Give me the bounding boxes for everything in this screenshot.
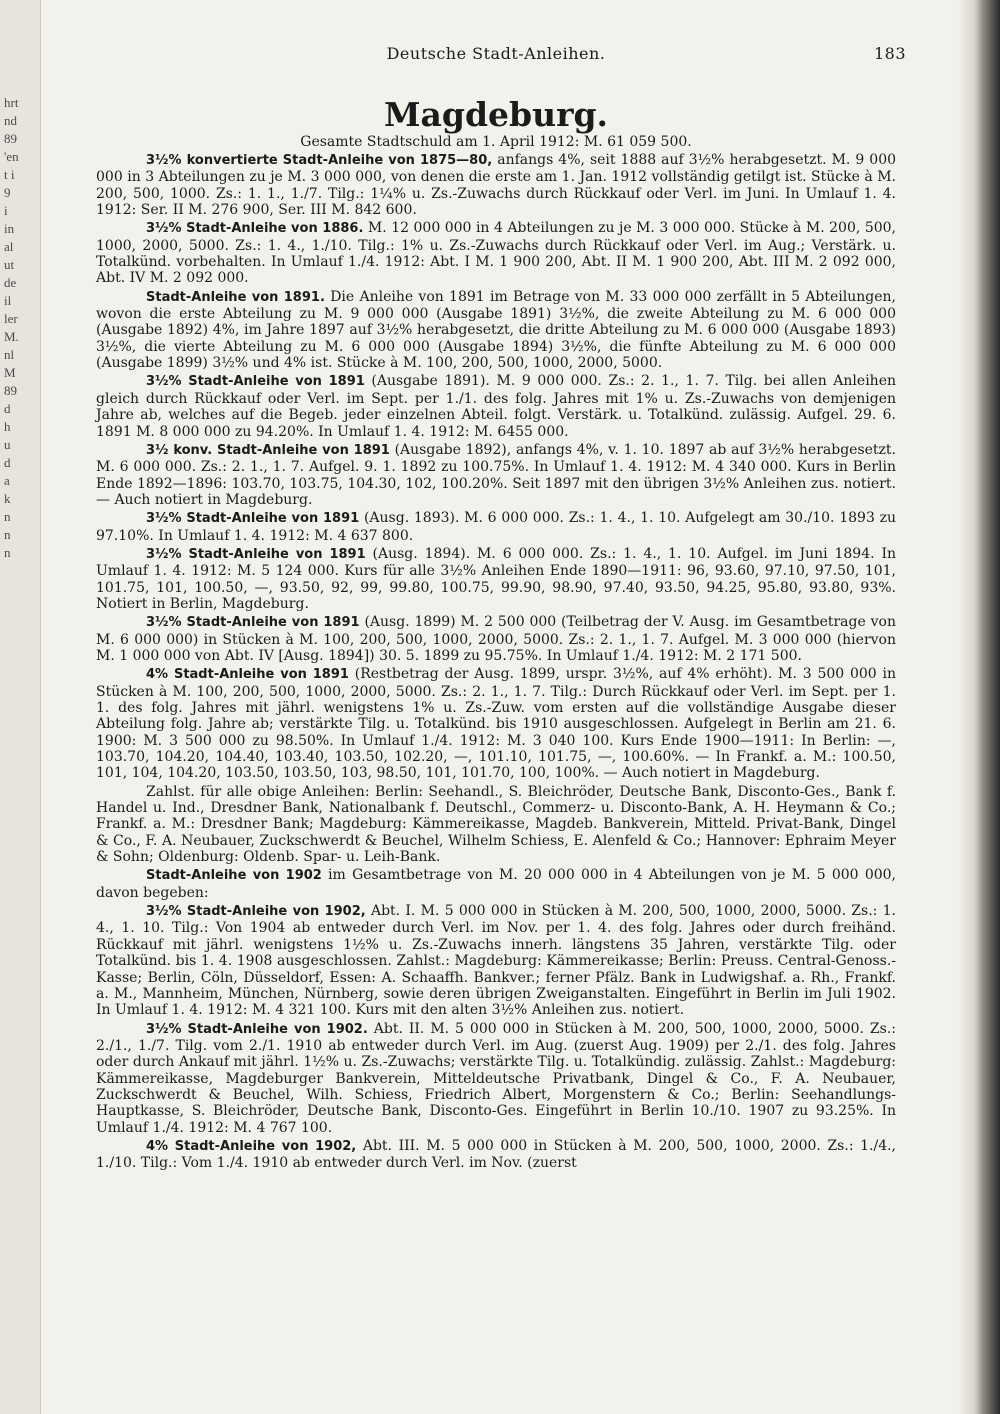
loan-entry (96, 546, 896, 612)
loan-entry-heading: 4% Stadt-Anleihe von 1902, (146, 1138, 357, 1154)
margin-fragment: h (4, 419, 11, 434)
loan-entry (96, 1021, 896, 1136)
page-binding-shadow (958, 0, 1000, 1414)
loan-entry-text: Abt. II. M. 5 000 000 in Stücken à M. 200, 500, 1000, 2000, 5000. Zs.: 2./1., 1./7. Tilg. vom 2./1. 1910 ab entweder durch Verl. im Aug. (zuerst Aug. 1909) per 2./1. des folg. Jahres oder durch Ankauf mit jährl. 1½% u. Zs.-Zuwachs; verstärkte Tilg. u. Totalkündig. zulässig. Zahlst.: Magdeburg: Kämmereikasse, Magdeburger Bankverein, Mitteldeutsche Privatbank, Dingel & Co., F. A. Neubauer, Zuckschwerdt & Beuchel, Wilh. Schiess, Friedrich Albert, Morgenstern & Co.; Berlin: Seehandlungs-Hauptkasse, S. Bleichröder, Deutsche Bank, Disconto-Ges. Eingeführt in Berlin 10./10. 1907 zu 93.25%. In Umlauf 1./4. 1912: M. 4 767 100. (96, 1020, 896, 1136)
margin-fragment: n (4, 545, 11, 560)
loan-entry-text: (Ausg. 1899) M. 2 500 000 (Teilbetrag der V. Ausg. im Gesamtbetrage von M. 6 000 000) in Stücken à M. 100, 200, 500, 1000, 2000, 5000. Zs.: 2. 1., 1. 7. Aufgel. M. 3 000 000 (hiervon M. 1 000 000 von Abt. IV [Ausg. 1894]) 30. 5. 1899 zu 95.75%. In Umlauf 1./4. 1912: M. 2 171 500. (96, 614, 896, 664)
loan-entry (96, 784, 896, 866)
loan-entry-heading: 3½% konvertierte Stadt-Anleihe von 1875—80, (146, 153, 493, 168)
page-content (96, 44, 906, 1172)
loan-entry-text: (Ausg. 1894). M. 6 000 000. Zs.: 1. 4., 1. 10. Aufgel. im Juni 1894. In Umlauf 1. 4. 1912: M. 5 124 000. Kurs für alle 3½% Anleihen Ende 1890—1911: 96, 93.60, 97.10, 97.50, 101, 101.75, 101, 100.50, —, 93.50, 92, 99, 99.80, 100.75, 99.90, 98.90, 97.40, 93.50, 94.25, 95.80, 93.80, 93%. Notiert in Berlin, Magdeburg. (96, 545, 896, 612)
loan-entry (96, 152, 896, 218)
margin-fragment: al (4, 239, 14, 254)
loan-entry-text: im Gesamtbetrage von M. 20 000 000 in 4 Abteilungen von je M. 5 000 000, davon begeben: (96, 867, 896, 901)
margin-fragment: t i (4, 167, 15, 182)
loan-entry (96, 220, 896, 286)
margin-fragment: 89 (4, 131, 17, 146)
margin-fragment: i (4, 203, 8, 218)
loan-entry-heading: 3½ konv. Stadt-Anleihe von 1891 (146, 442, 390, 458)
margin-fragment: u (4, 437, 11, 452)
loan-entry (96, 373, 896, 439)
margin-fragment: hrt (4, 95, 19, 110)
loan-entry-text: Abt. III. M. 5 000 000 in Stücken à M. 200, 500, 1000, 2000. Zs.: 1./4., 1./10. Tilg.: Vom 1./4. 1910 ab entweder durch Verl. im Nov. (zuerst (96, 1137, 897, 1172)
loan-entry-heading: 3½% Stadt-Anleihe von 1891 (146, 546, 366, 562)
margin-fragment: M. (4, 329, 19, 344)
loan-entry-text: Abt. I. M. 5 000 000 in Stücken à M. 200, 500, 1000, 2000, 5000. Zs.: 1. 4., 1. 10. Tilg.: Von 1904 ab entweder durch Verl. im Nov. per 1. 4. des folg. Jahres oder durch freihänd. Rückkauf mit jährl. wenigstens 1½% u. Zs.-Zuwachs innerh. längstens 35 Jahren, verstärkte Tilg. oder Totalkünd. bis 1. 4. 1908 ausgeschlossen. Zahlst.: Magdeburg: Kämmereikasse; Berlin: Preuss. Central-Genoss.-Kasse; Berlin, Cöln, Düsseldorf, Essen: A. Schaaffh. Bankver.; ferner Pfälz. Bank in Ludwigshaf. a. Rh., Frankf. a. M., Mannheim, München, Nürnberg, sowie deren übrigen Zweiganstalten. Eingeführt in Berlin im Juli 1902. In Umlauf 1. 4. 1912: M. 4 321 100. Kurs mit den alten 3½% Anleihen zus. notiert. (96, 903, 896, 1019)
loan-entry (96, 510, 896, 544)
margin-fragment: in (4, 221, 15, 236)
loan-entry (96, 614, 896, 664)
loan-entry-heading: 3½% Stadt-Anleihe von 1902, (146, 904, 366, 920)
loan-entry-heading: 3½% Stadt-Anleihe von 1891 (146, 374, 365, 390)
margin-fragment: 'en (4, 149, 19, 164)
margin-fragment: n (4, 527, 11, 542)
margin-fragment: d (4, 455, 11, 470)
margin-fragment: a (4, 473, 10, 488)
page-number: 183 (873, 44, 906, 63)
margin-fragment: n (4, 509, 11, 524)
loan-entry (96, 442, 896, 508)
loan-entry-heading: Stadt-Anleihe von 1891. (146, 289, 325, 305)
margin-fragment: il (4, 293, 12, 308)
margin-fragment: M (4, 365, 16, 380)
loan-entry-text: anfangs 4%, seit 1888 auf 3½% herabgesetzt. M. 9 000 000 in 3 Abteilungen zu je M. 3 000 000, von denen die erste am 1. Jan. 1912 vollständig getilgt ist. Stücke à M. 200, 500, 1000. Zs.: 1. 1., 1./7. Tilg.: 1¼% u. Zs.-Zuwachs durch Rückkauf oder Verl. im Juni. In Umlauf 1. 4. 1912: Ser. II M. 276 900, Ser. III M. 842 600. (96, 152, 897, 219)
running-title: Deutsche Stadt-Anleihen. (386, 44, 606, 63)
loan-entry-text: (Ausg. 1893). M. 6 000 000. Zs.: 1. 4., 1. 10. Aufgelegt am 30./10. 1893 zu 97.10%. In Umlauf 1. 4. 1912: M. 4 637 800. (96, 510, 896, 544)
loan-entry-text: M. 12 000 000 in 4 Abteilungen zu je M. 3 000 000. Stücke à M. 200, 500, 1000, 2000, 5000. Zs.: 1. 4., 1./10. Tilg.: 1% u. Zs.-Zuwachs durch Rückkauf oder Verl. im Aug.; Verstärk. u. Totalkünd. vorbehalten. In Umlauf 1./4. 1912: Abt. I M. 1 900 200, Abt. II M. 1 900 200, Abt. III M. 2 092 000, Abt. IV M. 2 092 000. (96, 220, 896, 287)
margin-fragment: k (4, 491, 11, 506)
margin-fragment: 89 (4, 383, 17, 398)
loan-entry-text: Die Anleihe von 1891 im Betrage von M. 33 000 000 zerfällt in 5 Abteilungen, wovon die erste Abteilung zu M. 9 000 000 (Ausgabe 1891) 3½%, die zweite Abteilung zu M. 6 000 000 (Ausgabe 1892) 4%, im Jahre 1897 auf 3½% herabgesetzt, die dritte Abteilung zu M. 6 000 000 (Ausgabe 1893) 3½%, die vierte Abteilung zu M. 6 000 000 (Ausgabe 1894) 3½%, die fünfte Abteilung zu M. 6 000 000 (Ausgabe 1899) 3½% und 4% ist. Stücke à M. 100, 200, 500, 1000, 2000, 5000. (96, 288, 896, 372)
margin-fragment: ler (4, 311, 18, 326)
loan-entry-text: (Restbetrag der Ausg. 1899, urspr. 3½%, auf 4% erhöht). M. 3 500 000 in Stücken à M. 100, 200, 500, 1000, 2000, 5000. Zs.: 2. 1., 1. 7. Tilg.: Durch Rückkauf oder Verl. im Sept. per 1. 1. des folg. Jahres mit jährl. wenigstens 1% u. Zs.-Zuw. vom ersten auf die vollständige Ausgabe dieser Abteilung folg. Jahre ab; verstärkte Tilg. u. Totalkünd. bis 1910 ausgeschlossen. Aufgelegt in Berlin am 21. 6. 1900: M. 3 500 000 zu 98.50%. In Umlauf 1./4. 1912: M. 3 040 100. Kurs Ende 1900—1911: In Berlin: —, 103.70, 104.20, 104.40, 103.40, 103.50, 102.20, —, 101.10, 101.75, —, 100.60%. — In Frankf. a. M.: 100.50, 101, 104, 104.20, 103.50, 103.50, 103, 98.50, 101, 101.70, 100, 100%. — Auch notiert in Magdeburg. (96, 666, 897, 782)
loan-entry-heading: 3½% Stadt-Anleihe von 1891 (146, 615, 360, 631)
loan-entry (96, 289, 896, 372)
loan-entry-text: (Ausgabe 1891). M. 9 000 000. Zs.: 2. 1., 1. 7. Tilg. bei allen Anleihen gleich durch Rückkauf oder Verl. im Sept. per 1./1. des folg. Jahres mit 1% u. Zs.-Zuwachs von demjenigen Jahre ab, welches auf die Begeb. jeder einzelnen Abteil. folgt. Verstärk. u. Totalkünd. zulässig. Aufgel. 29. 6. 1891 M. 8 000 000 zu 94.20%. In Umlauf 1. 4. 1912: M. 6455 000. (96, 373, 896, 440)
margin-fragment: nd (4, 113, 17, 128)
loan-entry (96, 666, 896, 781)
margin-fragment: 9 (4, 185, 11, 200)
loan-entries (96, 152, 896, 1172)
loan-entry (96, 1138, 896, 1172)
loan-entry (96, 903, 896, 1018)
margin-fragment: d (4, 401, 11, 416)
margin-fragment: de (4, 275, 17, 290)
loan-entry (96, 867, 896, 901)
loan-entry-heading: 4% Stadt-Anleihe von 1891 (146, 667, 349, 683)
margin-fragment: ut (4, 257, 15, 272)
loan-entry-heading: Stadt-Anleihe von 1902 (146, 868, 322, 884)
loan-entry-text: Zahlst. für alle obige Anleihen: Berlin: Seehandl., S. Bleichröder, Deutsche Bank, Disconto-Ges., Bank f. Handel u. Ind., Dresdner Bank, Nationalbank f. Deutschl., Commerz- u. Disconto-Bank, A. H. Heymann & Co.; Frankf. a. M.: Dresdner Bank; Magdeburg: Kämmereikasse, Magdeb. Bankverein, Mitteld. Privat-Bank, Dingel & Co., F. A. Neubauer, Zuckschwerdt & Beuchel, Wilhelm Schiess, E. Alenfeld & Co.; Hannover: Ephraim Meyer & Sohn; Oldenburg: Oldenb. Spar- u. Leih-Bank. (96, 783, 896, 866)
loan-entry-text: (Ausgabe 1892), anfangs 4%, v. 1. 10. 1897 ab auf 3½% herabgesetzt. M. 6 000 000. Zs.: 2. 1., 1. 7. Aufgel. 9. 1. 1892 zu 100.75%. In Umlauf 1. 4. 1912: M. 4 340 000. Kurs in Berlin Ende 1892—1896: 103.70, 103.75, 104.30, 102, 100.20%. Seit 1897 mit den übrigen 3½% Anleihen zus. notiert. — Auch notiert in Magdeburg. (96, 441, 897, 508)
loan-entry-heading: 3½% Stadt-Anleihe von 1891 (146, 511, 360, 527)
margin-fragment: nl (4, 347, 15, 362)
loan-entry-heading: 3½% Stadt-Anleihe von 1886. (146, 221, 364, 237)
city-heading: Magdeburg. (383, 95, 609, 134)
total-debt-line: Gesamte Stadtschuld am 1. April 1912: M. 61 059 500. (300, 134, 692, 150)
running-header (96, 44, 906, 66)
loan-entry-heading: 3½% Stadt-Anleihe von 1902. (146, 1021, 368, 1037)
previous-page-edge (0, 0, 41, 1414)
